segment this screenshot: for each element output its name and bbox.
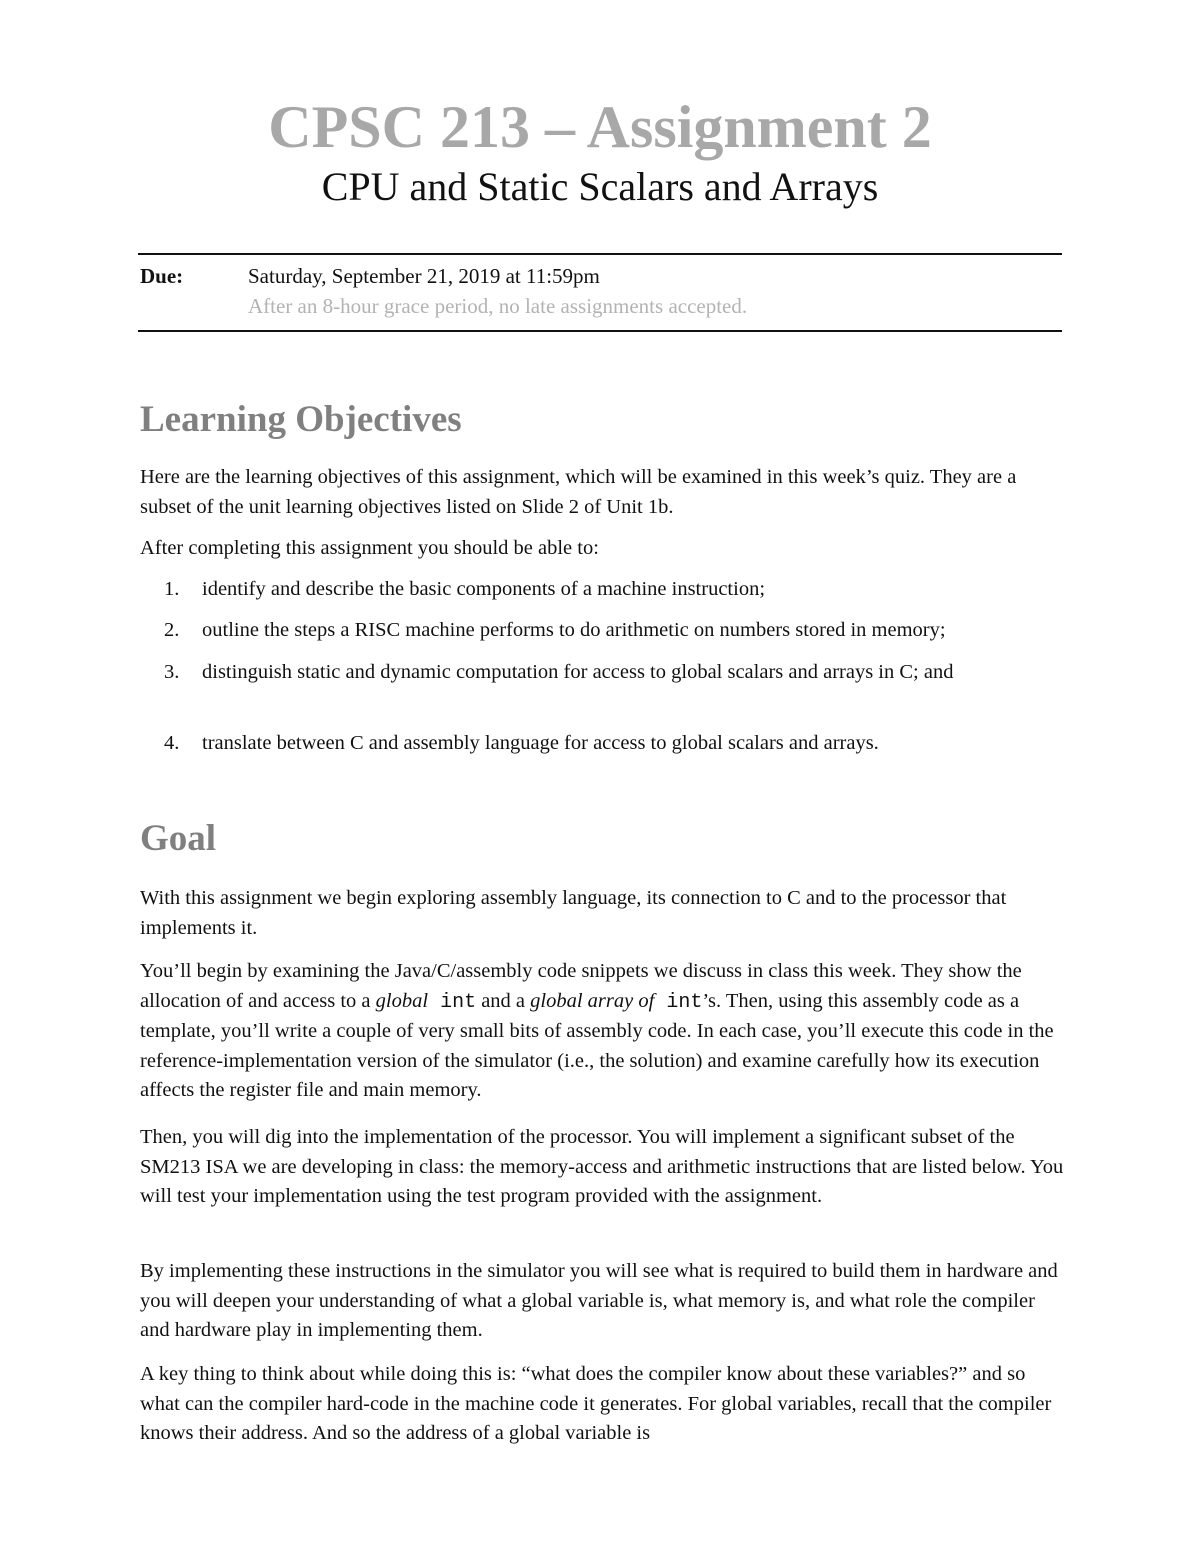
- due-date: Saturday, September 21, 2019 at 11:59pm: [248, 264, 600, 288]
- p2-code-int: int: [428, 990, 477, 1014]
- p2-text-d: and a: [476, 989, 531, 1012]
- list-number: 4.: [164, 732, 180, 754]
- objectives-lead: After completing this assignment you should be able to:: [140, 537, 599, 559]
- p2-italic-global: global: [375, 989, 429, 1012]
- top-rule: [138, 253, 1062, 255]
- list-text: outline the steps a RISC machine performs to do arithmetic on numbers stored in memory;: [202, 619, 946, 641]
- goal-paragraph-3: Then, you will dig into the implementation of the processor. You will implement a significant subset of the SM213 ISA we are developing in class: the memory-access and arithmetic instructions that are listed below. You will test your implementation using the test program provided with the assignment.: [140, 1126, 1064, 1207]
- list-text: identify and describe the basic components of a machine instruction;: [202, 578, 766, 600]
- goal-paragraph-4: By implementing these instructions in the simulator you will see what is required to build them in hardware and you will deepen your understanding of what a global variable is, what memory is, and what role the compiler and hardware play in implementing them.: [140, 1260, 1058, 1341]
- objectives-intro: Here are the learning objectives of this assignment, which will be examined in this week’s quiz. They are a subset of the unit learning objectives listed on Slide 2 of Unit 1b.: [140, 466, 1017, 518]
- list-number: 3.: [164, 661, 180, 683]
- goal-paragraph-5: A key thing to think about while doing this is: “what does the compiler know about these variables?” and so what can the compiler hard-code in the machine code it generates. For global variables, recall that the compiler knows their address. And so the address of a global variable is: [140, 1363, 1052, 1444]
- assignment-title: CPSC 213 – Assignment 2: [268, 94, 932, 160]
- p2-text-a: You’ll begin by examining the Java/C/assembly code snippets we discuss in class this week. They show the allocation of and access to a: [140, 960, 1022, 1012]
- list-number: 2.: [164, 619, 180, 641]
- list-number: 1.: [164, 578, 180, 600]
- goal-paragraph-2: [140, 957, 1065, 1106]
- assignment-subtitle: CPU and Static Scalars and Arrays: [321, 164, 879, 209]
- goal-heading: Goal: [140, 818, 217, 859]
- list-text: translate between C and assembly language for access to global scalars and arrays.: [202, 732, 879, 754]
- learning-objectives-heading: Learning Objectives: [140, 399, 462, 440]
- due-note: After an 8-hour grace period, no late assignments accepted.: [248, 294, 748, 318]
- goal-paragraph-1: With this assignment we begin exploring assembly language, its connection to C and to the processor that implements it.: [140, 887, 1007, 939]
- p2-code-int-2: int: [654, 990, 703, 1014]
- due-label: Due:: [140, 264, 184, 288]
- bottom-rule: [138, 330, 1062, 332]
- p2-text-g: ’s. Then, using this assembly code as a template, you’ll write a couple of very small bits of assembly code. In each case, you’ll execute this code in the reference-implementation version of the simulator (i.e., the solution) and examine carefully how its execution affects the register file and main memory.: [140, 989, 1054, 1101]
- p2-italic-global-array: global array of: [530, 989, 655, 1012]
- list-text: distinguish static and dynamic computation for access to global scalars and arrays in C; and: [202, 661, 954, 683]
